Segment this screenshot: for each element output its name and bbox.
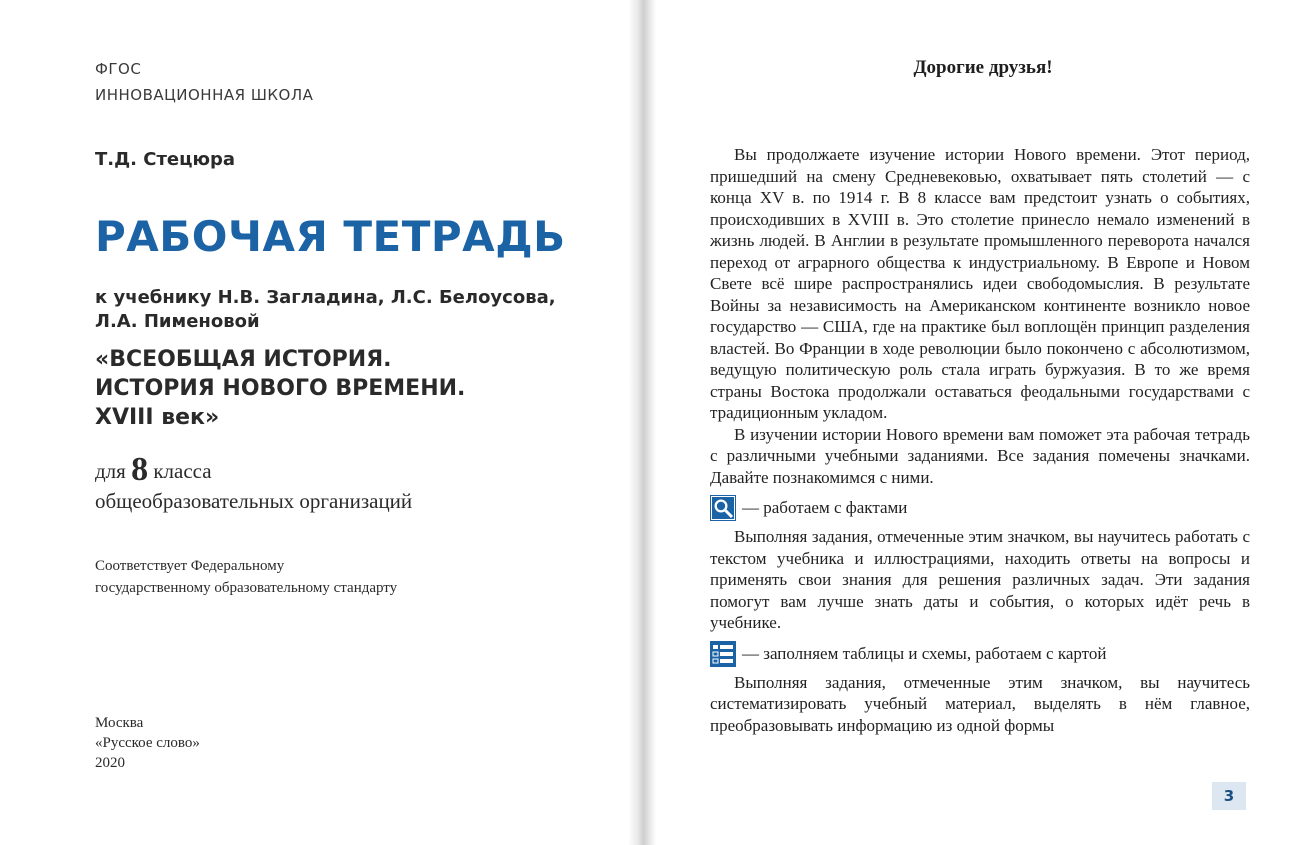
paragraph-4: Выполняя задания, отмеченные этим значком, вы научитесь систематизировать учебный материал, выделять в нём главное, преобразовывать информацию из одной формы bbox=[710, 672, 1250, 735]
grade-suffix: класса bbox=[153, 459, 212, 483]
book-title: РАБОЧАЯ ТЕТРАДЬ bbox=[95, 212, 566, 261]
page-number: 3 bbox=[1212, 782, 1246, 810]
book-gutter bbox=[628, 0, 656, 845]
paragraph-2: В изучении истории Нового времени вам поможет эта рабочая тетрадь с различными учебными заданиями. Все задания помечены значками. Давайте познакомимся с ними. bbox=[710, 424, 1250, 487]
author-name: Т.Д. Стецюра bbox=[95, 149, 235, 170]
intro-body bbox=[710, 144, 1250, 736]
imprint-city: Москва bbox=[95, 715, 144, 731]
intro-page bbox=[656, 0, 1310, 845]
paragraph-1: Вы продолжаете изучение истории Нового времени. Этот период, пришедший на смену Средневековью, охватывает пять столетий — с конца XV в. по 1914 г. В 8 классе вам предстоит узнать о событиях, происходивших в XVIII в. Это столетие принесло немало изменений в жизнь людей. В Англии в результате промышленного переворота начался переход от аграрного общества к индустриальному. В Европе и Новом Свете всё шире распространялись идеи свободомыслия. В результате Войны за независимость на Американском континенте возникло новое государство — США, где на практике был воплощён принцип разделения властей. Во Франции в ходе революции было покончено с абсолютизмом, ведущую политическую роль стала играть буржуазия. В то же время страны Востока продолжали оставаться феодальными государствами с традиционным укладом. bbox=[710, 145, 1250, 422]
imprint-publisher: «Русское слово» bbox=[95, 735, 200, 751]
grade-audience: общеобразовательных организаций bbox=[95, 489, 413, 513]
course-title: «ВСЕОБЩАЯ ИСТОРИЯ. ИСТОРИЯ НОВОГО ВРЕМЕНИ. XVIII век» bbox=[95, 347, 466, 430]
legend-tables-caption: — заполняем таблицы и схемы, работаем с картой bbox=[742, 643, 1107, 663]
book-subtitle: к учебнику Н.В. Загладина, Л.С. Белоусова, Л.А. Пименовой bbox=[95, 287, 556, 332]
imprint-year: 2020 bbox=[95, 755, 125, 771]
legend-facts bbox=[710, 495, 1250, 521]
table-icon bbox=[710, 641, 736, 667]
intro-heading: Дорогие друзья! bbox=[913, 57, 1053, 78]
legend-facts-caption: — работаем с фактами bbox=[742, 498, 908, 518]
grade-prefix: для bbox=[95, 459, 126, 483]
imprint bbox=[95, 713, 200, 773]
series-label: ФГОС ИННОВАЦИОННАЯ ШКОЛА bbox=[95, 60, 314, 104]
magnifier-icon bbox=[710, 495, 736, 521]
grade-info bbox=[95, 451, 413, 516]
title-page bbox=[0, 0, 628, 845]
grade-number: 8 bbox=[131, 451, 149, 488]
standard-compliance: Соответствует Федеральному государственному образовательному стандарту bbox=[95, 558, 398, 596]
paragraph-3: Выполняя задания, отмеченные этим значком, вы научитесь работать с текстом учебника и иллюстрациями, находить ответы на вопросы и применять свои знания для решения различных задач. Эти задания помогут вам лучше знать даты и события, о которых идёт речь в учебнике. bbox=[710, 527, 1250, 632]
legend-tables bbox=[710, 641, 1250, 667]
